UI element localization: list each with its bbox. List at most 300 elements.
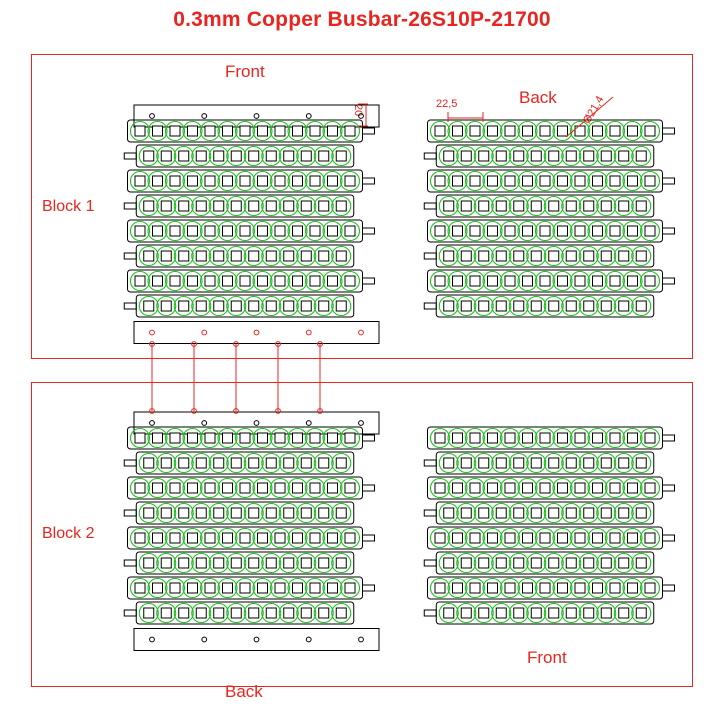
cell-terminal <box>161 558 171 568</box>
cell-terminal <box>584 608 594 618</box>
cell-terminal <box>153 483 163 493</box>
cell-terminal <box>249 251 259 261</box>
cell-terminal <box>505 126 515 136</box>
cell-terminal <box>196 301 206 311</box>
cell-terminal <box>205 126 215 136</box>
cell-terminal <box>188 276 198 286</box>
cell-terminal <box>214 251 224 261</box>
cell-terminal <box>558 226 568 236</box>
plate-hole <box>306 421 311 426</box>
cell-terminal <box>435 583 445 593</box>
cell-terminal <box>523 276 533 286</box>
cell-terminal <box>205 276 215 286</box>
cell-terminal <box>566 151 576 161</box>
cell-terminal <box>336 458 346 468</box>
cell-terminal <box>496 151 506 161</box>
busbar-tab <box>124 510 136 516</box>
cell-terminal <box>435 533 445 543</box>
cell-terminal <box>258 583 268 593</box>
cell-terminal <box>479 508 489 518</box>
cell-terminal <box>310 483 320 493</box>
cell-terminal <box>301 458 311 468</box>
end-plate-bottom <box>134 322 379 344</box>
cell-terminal <box>231 458 241 468</box>
cell-terminal <box>435 226 445 236</box>
cell-terminal <box>336 151 346 161</box>
cell-terminal <box>196 558 206 568</box>
cell-terminal <box>223 433 233 443</box>
cell-terminal <box>531 251 541 261</box>
cell-terminal <box>345 126 355 136</box>
cell-terminal <box>435 433 445 443</box>
plate-hole <box>202 330 207 335</box>
cell-terminal <box>488 433 498 443</box>
cell-terminal <box>628 226 638 236</box>
cell-terminal <box>275 583 285 593</box>
cell-terminal <box>336 201 346 211</box>
cell-terminal <box>575 276 585 286</box>
cell-terminal <box>328 533 338 543</box>
cell-terminal <box>223 226 233 236</box>
cell-terminal <box>496 251 506 261</box>
cell-terminal <box>301 608 311 618</box>
cell-terminal <box>628 276 638 286</box>
cell-terminal <box>214 458 224 468</box>
cell-terminal <box>453 433 463 443</box>
cell-terminal <box>144 251 154 261</box>
cell-terminal <box>275 126 285 136</box>
cell-terminal <box>223 126 233 136</box>
cell-terminal <box>345 583 355 593</box>
cell-terminal <box>293 176 303 186</box>
cell-terminal <box>514 251 524 261</box>
cell-terminal <box>610 583 620 593</box>
cell-terminal <box>496 608 506 618</box>
cell-terminal <box>461 201 471 211</box>
cell-terminal <box>170 126 180 136</box>
cell-terminal <box>345 176 355 186</box>
cell-terminal <box>636 458 646 468</box>
cell-terminal <box>584 558 594 568</box>
cell-terminal <box>275 533 285 543</box>
cell-terminal <box>461 458 471 468</box>
cell-terminal <box>135 483 145 493</box>
cell-terminal <box>645 433 655 443</box>
cell-terminal <box>188 533 198 543</box>
cell-terminal <box>636 151 646 161</box>
cell-terminal <box>231 301 241 311</box>
cell-terminal <box>488 483 498 493</box>
cell-terminal <box>496 458 506 468</box>
cell-terminal <box>593 483 603 493</box>
cell-terminal <box>531 608 541 618</box>
cell-terminal <box>153 433 163 443</box>
cell-terminal <box>566 508 576 518</box>
cell-terminal <box>488 126 498 136</box>
cell-terminal <box>266 151 276 161</box>
cell-terminal <box>161 251 171 261</box>
cell-terminal <box>470 126 480 136</box>
cell-terminal <box>584 458 594 468</box>
plate-hole <box>254 114 259 119</box>
cell-terminal <box>301 251 311 261</box>
cell-terminal <box>161 608 171 618</box>
cell-terminal <box>435 483 445 493</box>
cell-terminal <box>470 433 480 443</box>
cell-terminal <box>453 276 463 286</box>
block1-left-view-label: Front <box>225 62 265 81</box>
cell-terminal <box>135 433 145 443</box>
block2-back-module <box>124 412 379 651</box>
cell-terminal <box>345 433 355 443</box>
cell-terminal <box>549 608 559 618</box>
busbar-tab <box>663 278 675 284</box>
block2-front-module <box>424 427 674 624</box>
cell-terminal <box>610 276 620 286</box>
cell-terminal <box>628 533 638 543</box>
cell-terminal <box>170 533 180 543</box>
plate-hole <box>254 637 259 642</box>
cell-terminal <box>584 508 594 518</box>
cell-terminal <box>214 508 224 518</box>
cell-terminal <box>153 226 163 236</box>
cell-terminal <box>479 151 489 161</box>
cell-terminal <box>196 608 206 618</box>
cell-terminal <box>488 276 498 286</box>
cell-terminal <box>319 508 329 518</box>
cell-terminal <box>196 251 206 261</box>
cell-terminal <box>161 301 171 311</box>
cell-terminal <box>636 301 646 311</box>
cell-terminal <box>461 608 471 618</box>
cell-terminal <box>240 583 250 593</box>
cell-terminal <box>523 583 533 593</box>
cell-terminal <box>275 276 285 286</box>
cell-terminal <box>240 176 250 186</box>
cell-terminal <box>479 251 489 261</box>
cell-terminal <box>310 226 320 236</box>
cell-terminal <box>170 226 180 236</box>
cell-terminal <box>636 558 646 568</box>
cell-terminal <box>575 176 585 186</box>
cell-terminal <box>523 176 533 186</box>
cell-terminal <box>531 151 541 161</box>
cell-terminal <box>540 276 550 286</box>
busbar-tab <box>363 485 375 491</box>
cell-terminal <box>435 126 445 136</box>
cell-terminal <box>310 126 320 136</box>
cell-terminal <box>328 126 338 136</box>
cell-terminal <box>444 251 454 261</box>
cell-terminal <box>514 151 524 161</box>
plate-hole <box>202 114 207 119</box>
cell-terminal <box>531 508 541 518</box>
cell-terminal <box>179 301 189 311</box>
cell-terminal <box>584 151 594 161</box>
cell-terminal <box>593 583 603 593</box>
busbar-tab <box>424 460 436 466</box>
cell-terminal <box>601 558 611 568</box>
cell-terminal <box>266 251 276 261</box>
cell-terminal <box>566 201 576 211</box>
cell-terminal <box>601 251 611 261</box>
cell-terminal <box>636 608 646 618</box>
cell-terminal <box>479 201 489 211</box>
cell-terminal <box>461 251 471 261</box>
cell-terminal <box>153 176 163 186</box>
cell-terminal <box>488 583 498 593</box>
cell-terminal <box>258 276 268 286</box>
cell-terminal <box>488 226 498 236</box>
cell-terminal <box>240 276 250 286</box>
cell-terminal <box>540 226 550 236</box>
cell-terminal <box>345 483 355 493</box>
plate-hole <box>306 114 311 119</box>
cell-terminal <box>461 151 471 161</box>
cell-terminal <box>196 508 206 518</box>
dim-20-label: 20 <box>352 104 364 117</box>
cell-terminal <box>301 508 311 518</box>
plate-hole <box>359 114 364 119</box>
cell-terminal <box>444 301 454 311</box>
cell-terminal <box>636 508 646 518</box>
cell-terminal <box>505 226 515 236</box>
cell-terminal <box>310 583 320 593</box>
cell-terminal <box>144 301 154 311</box>
cell-terminal <box>531 201 541 211</box>
cell-terminal <box>453 533 463 543</box>
cell-terminal <box>540 126 550 136</box>
block1-right-view-label: Back <box>519 88 557 107</box>
cell-terminal <box>479 608 489 618</box>
cell-terminal <box>223 583 233 593</box>
cell-terminal <box>523 483 533 493</box>
cell-terminal <box>540 533 550 543</box>
cell-terminal <box>153 583 163 593</box>
cell-terminal <box>470 226 480 236</box>
cell-terminal <box>240 226 250 236</box>
cell-terminal <box>505 483 515 493</box>
cell-terminal <box>453 583 463 593</box>
block1-front-module <box>124 105 379 344</box>
cell-terminal <box>619 558 629 568</box>
cell-terminal <box>619 201 629 211</box>
cell-terminal <box>319 558 329 568</box>
cell-terminal <box>153 533 163 543</box>
cell-terminal <box>205 533 215 543</box>
cell-terminal <box>188 176 198 186</box>
cell-terminal <box>319 201 329 211</box>
cell-terminal <box>566 301 576 311</box>
cell-terminal <box>549 458 559 468</box>
cell-terminal <box>593 276 603 286</box>
plate-hole <box>359 330 364 335</box>
cell-terminal <box>619 251 629 261</box>
cell-terminal <box>444 201 454 211</box>
cell-terminal <box>161 508 171 518</box>
cell-terminal <box>188 433 198 443</box>
cell-terminal <box>214 151 224 161</box>
cell-terminal <box>610 176 620 186</box>
cell-terminal <box>636 201 646 211</box>
cell-terminal <box>275 483 285 493</box>
cell-terminal <box>205 583 215 593</box>
cell-terminal <box>249 608 259 618</box>
cell-terminal <box>505 276 515 286</box>
cell-terminal <box>293 126 303 136</box>
cell-terminal <box>601 508 611 518</box>
cell-terminal <box>444 151 454 161</box>
cell-terminal <box>461 301 471 311</box>
cell-terminal <box>161 201 171 211</box>
cell-terminal <box>231 608 241 618</box>
cell-terminal <box>453 126 463 136</box>
plate-hole <box>150 637 155 642</box>
plate-hole <box>254 330 259 335</box>
cell-terminal <box>645 176 655 186</box>
cell-terminal <box>170 583 180 593</box>
cell-terminal <box>558 583 568 593</box>
cell-terminal <box>293 226 303 236</box>
cell-terminal <box>179 558 189 568</box>
cell-terminal <box>628 433 638 443</box>
cell-terminal <box>293 483 303 493</box>
cell-terminal <box>461 508 471 518</box>
cell-terminal <box>523 226 533 236</box>
cell-terminal <box>249 301 259 311</box>
busbar-tab <box>124 253 136 259</box>
cell-terminal <box>514 508 524 518</box>
busbar-tab <box>663 535 675 541</box>
cell-terminal <box>619 508 629 518</box>
cell-terminal <box>514 608 524 618</box>
cell-terminal <box>284 301 294 311</box>
plate-hole <box>306 637 311 642</box>
cell-terminal <box>336 608 346 618</box>
plate-hole <box>150 421 155 426</box>
cell-terminal <box>301 151 311 161</box>
cell-terminal <box>240 126 250 136</box>
cell-terminal <box>266 608 276 618</box>
cell-terminal <box>328 226 338 236</box>
cell-terminal <box>258 226 268 236</box>
cell-terminal <box>584 251 594 261</box>
cell-terminal <box>153 126 163 136</box>
busbar-tab <box>363 435 375 441</box>
cell-terminal <box>293 433 303 443</box>
cell-terminal <box>223 276 233 286</box>
cell-terminal <box>301 558 311 568</box>
cell-terminal <box>231 508 241 518</box>
cell-terminal <box>231 151 241 161</box>
cell-terminal <box>223 483 233 493</box>
cell-terminal <box>284 608 294 618</box>
cell-terminal <box>240 483 250 493</box>
cell-terminal <box>275 226 285 236</box>
cell-terminal <box>531 301 541 311</box>
cell-terminal <box>566 558 576 568</box>
block2-label: Block 2 <box>42 525 95 542</box>
cell-terminal <box>179 151 189 161</box>
cell-terminal <box>601 151 611 161</box>
cell-terminal <box>231 251 241 261</box>
cell-terminal <box>619 301 629 311</box>
cell-terminal <box>310 276 320 286</box>
cell-terminal <box>179 458 189 468</box>
cell-terminal <box>258 433 268 443</box>
cell-terminal <box>488 533 498 543</box>
cell-terminal <box>584 201 594 211</box>
cell-terminal <box>470 483 480 493</box>
cell-terminal <box>566 608 576 618</box>
cell-terminal <box>514 558 524 568</box>
cell-terminal <box>610 226 620 236</box>
cell-terminal <box>328 583 338 593</box>
cell-terminal <box>161 151 171 161</box>
busbar-tab <box>424 203 436 209</box>
cell-terminal <box>188 226 198 236</box>
cell-terminal <box>170 176 180 186</box>
cell-terminal <box>628 483 638 493</box>
cell-terminal <box>266 508 276 518</box>
cell-terminal <box>593 433 603 443</box>
busbar-tab <box>663 178 675 184</box>
busbar-tab <box>424 153 436 159</box>
busbar-tab <box>363 128 375 134</box>
cell-terminal <box>619 458 629 468</box>
cell-terminal <box>523 433 533 443</box>
cell-terminal <box>601 201 611 211</box>
cell-terminal <box>135 533 145 543</box>
cell-terminal <box>223 533 233 543</box>
cell-terminal <box>336 301 346 311</box>
cell-terminal <box>336 508 346 518</box>
cell-terminal <box>293 276 303 286</box>
cell-terminal <box>223 176 233 186</box>
cell-terminal <box>461 558 471 568</box>
page-title: 0.3mm Copper Busbar-26S10P-21700 <box>173 8 551 31</box>
cell-terminal <box>249 201 259 211</box>
block2-right-view-label: Front <box>527 648 567 667</box>
cell-terminal <box>593 126 603 136</box>
cell-terminal <box>514 201 524 211</box>
cell-terminal <box>231 201 241 211</box>
busbar-tab <box>424 560 436 566</box>
block1-back-module <box>424 120 674 317</box>
cell-terminal <box>144 608 154 618</box>
cell-terminal <box>188 583 198 593</box>
cell-terminal <box>293 583 303 593</box>
cell-terminal <box>135 226 145 236</box>
cell-terminal <box>240 533 250 543</box>
cell-terminal <box>549 508 559 518</box>
cell-terminal <box>479 301 489 311</box>
cell-terminal <box>196 458 206 468</box>
cell-terminal <box>619 608 629 618</box>
cell-terminal <box>435 176 445 186</box>
busbar-tab <box>124 460 136 466</box>
cell-terminal <box>345 276 355 286</box>
busbar-tab <box>424 510 436 516</box>
cell-terminal <box>558 276 568 286</box>
busbar-tab <box>363 585 375 591</box>
cell-terminal <box>266 558 276 568</box>
cell-terminal <box>231 558 241 568</box>
cell-terminal <box>205 226 215 236</box>
cell-terminal <box>549 301 559 311</box>
cell-terminal <box>170 433 180 443</box>
busbar-tab <box>363 228 375 234</box>
